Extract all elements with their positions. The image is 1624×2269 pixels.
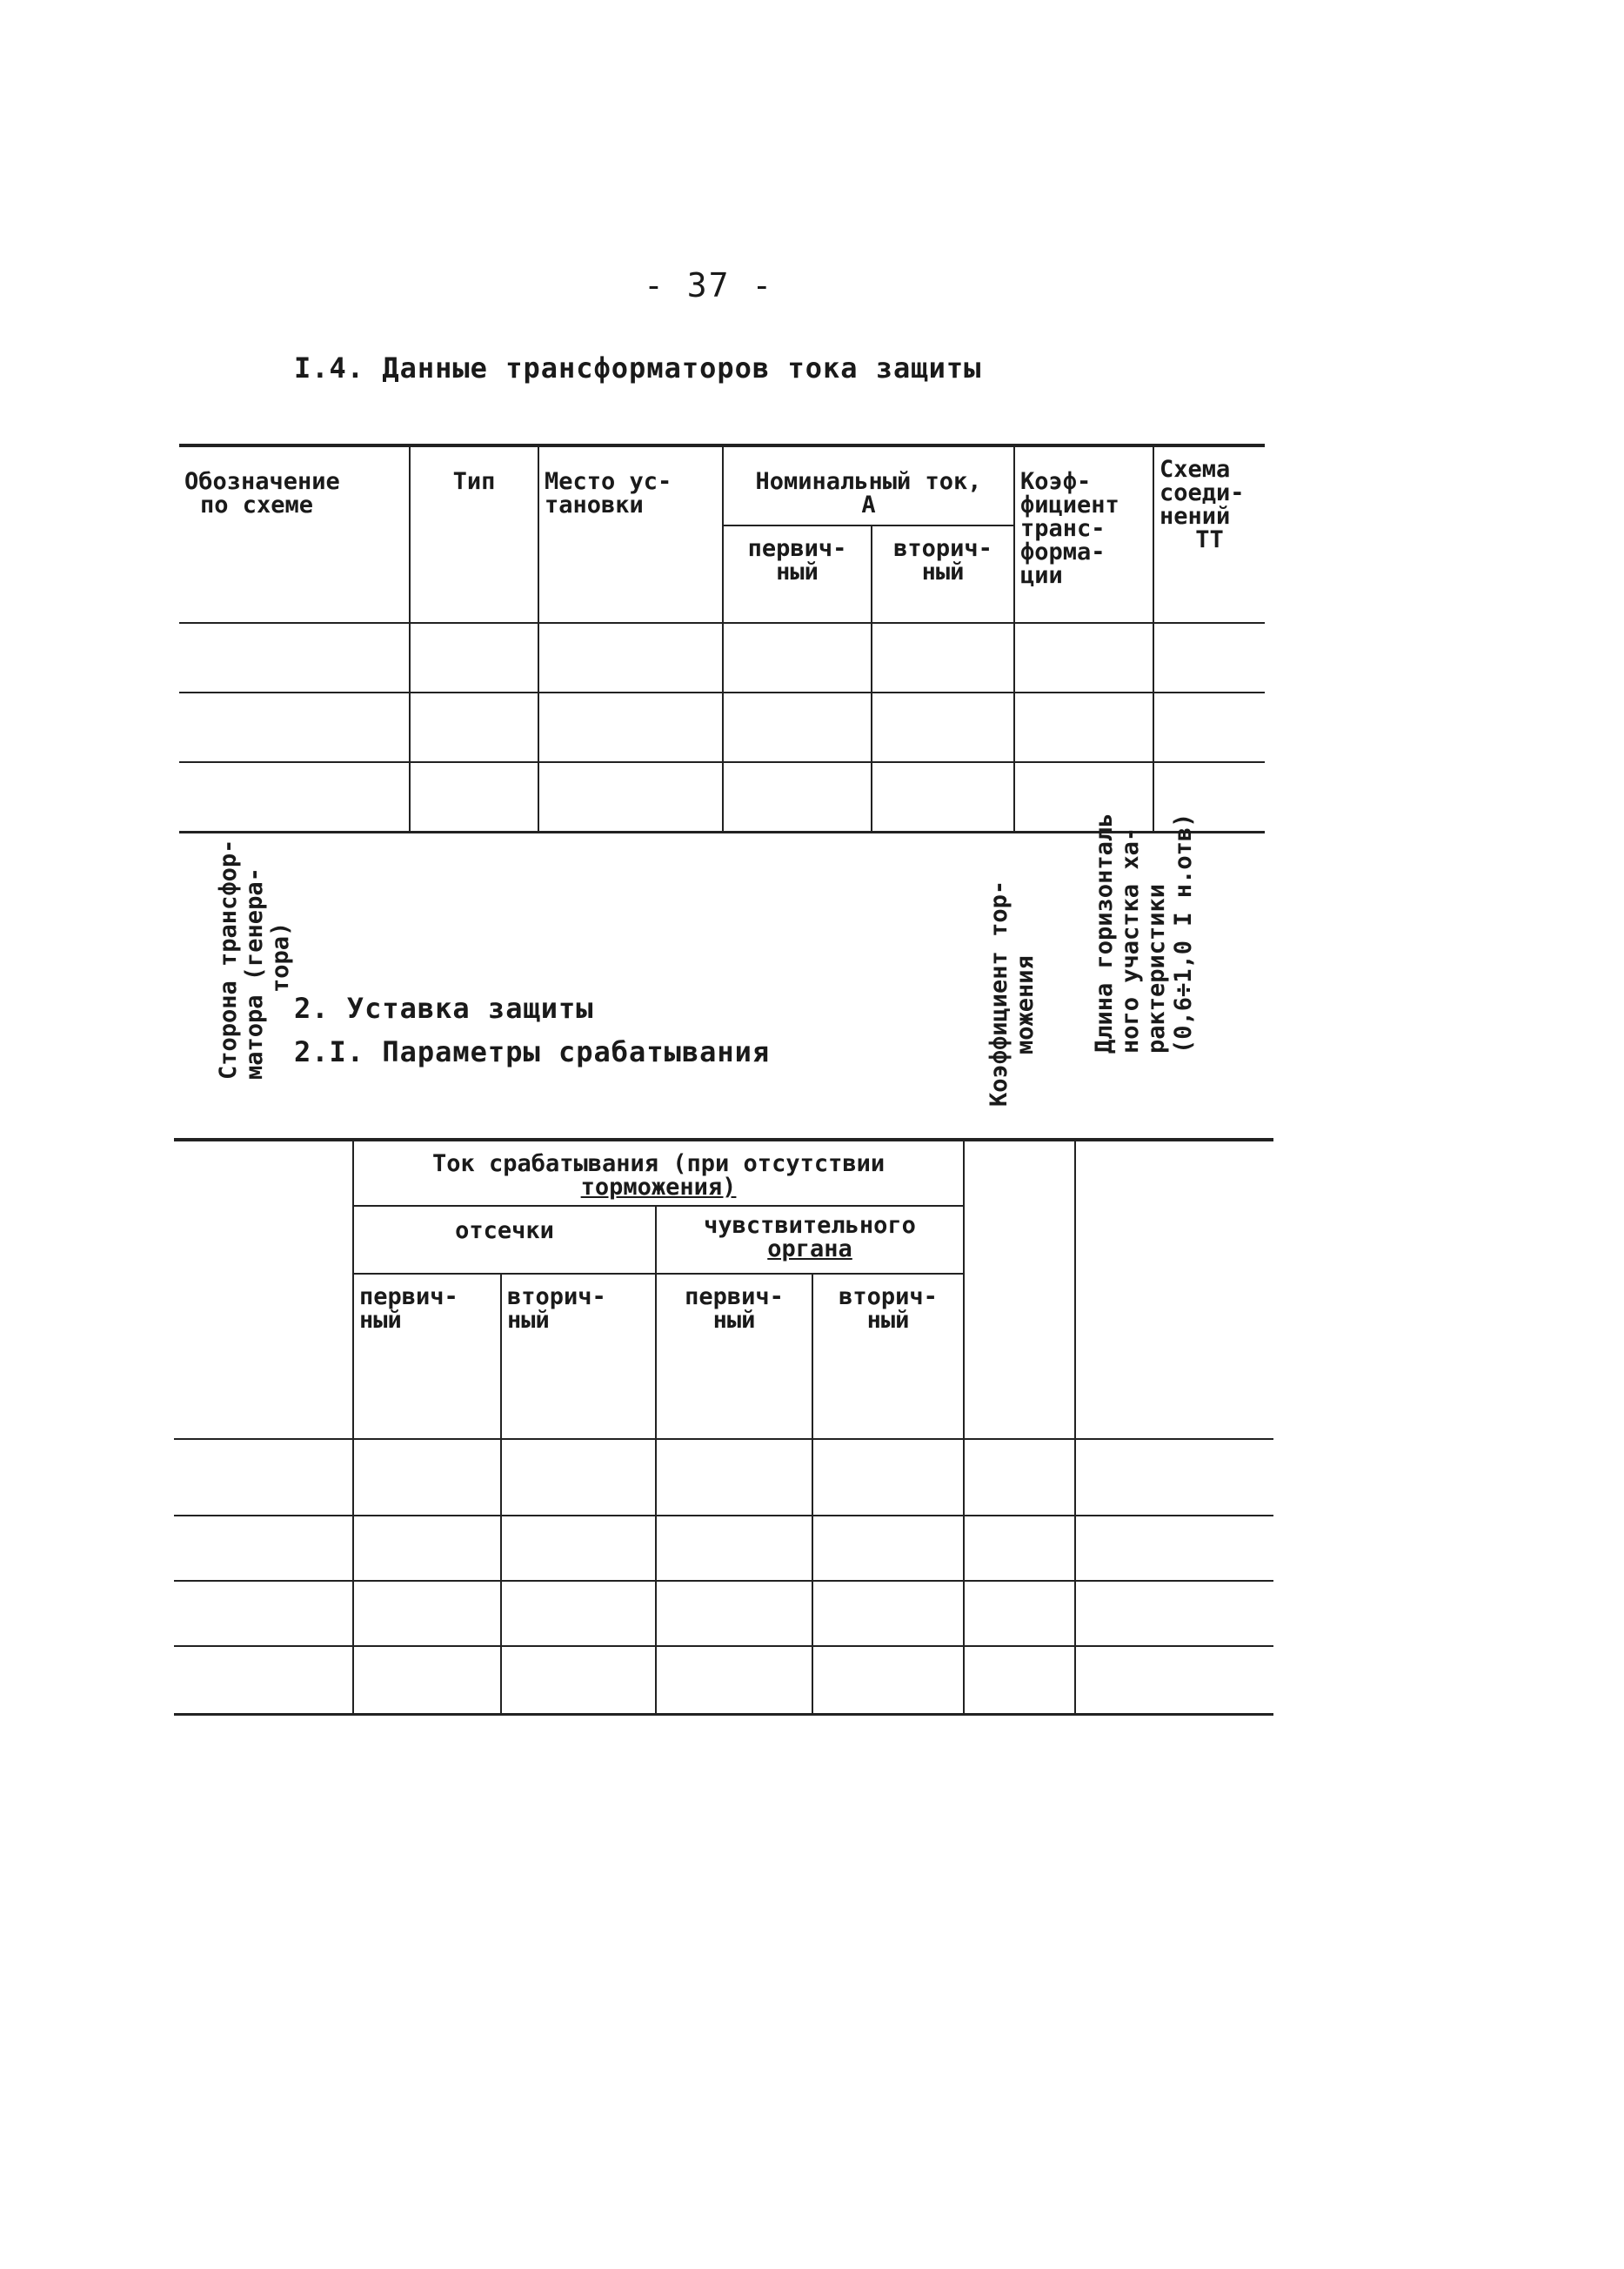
header-connection-scheme: Схема соеди- нений ТТ bbox=[1153, 445, 1265, 623]
table-row bbox=[179, 693, 1265, 762]
header-cutoff: отсечки bbox=[353, 1206, 656, 1274]
ct-data-table bbox=[179, 444, 1265, 833]
table-row bbox=[174, 1646, 1273, 1714]
header-designation: Обозначение по схеме bbox=[179, 445, 410, 623]
section-1-4-title: I.4. Данные трансформаторов тока защиты bbox=[294, 351, 982, 385]
header-nominal-current: Номинальный ток, А bbox=[723, 445, 1014, 525]
section-2-title: 2. Уставка защиты bbox=[294, 992, 594, 1025]
header-sensitive-primary: первич- ный bbox=[656, 1274, 812, 1439]
header-horizontal-length: Длина горизонталь ного участка ха- рактеристики (0,6÷1,0 I н.отв) bbox=[1075, 1140, 1273, 1439]
page-number: - 37 - bbox=[644, 266, 774, 305]
header-sensitive-element: чувствительного органа bbox=[656, 1206, 964, 1274]
table-row bbox=[174, 1516, 1273, 1581]
header-cutoff-secondary: вторич- ный bbox=[501, 1274, 656, 1439]
section-2-1-title: 2.I. Параметры срабатывания bbox=[294, 1035, 771, 1068]
header-location: Место ус- тановки bbox=[538, 445, 723, 623]
header-transformation-ratio: Коэф- фициент транс- форма- ции bbox=[1014, 445, 1153, 623]
header-braking-coefficient: Коэффициент тор- можения bbox=[964, 1140, 1075, 1439]
header-secondary: вторич- ный bbox=[872, 525, 1014, 623]
header-cutoff-primary: первич- ный bbox=[353, 1274, 501, 1439]
header-primary: первич- ный bbox=[723, 525, 872, 623]
table-row bbox=[174, 1439, 1273, 1516]
table-row bbox=[174, 1581, 1273, 1646]
header-sensitive-secondary: вторич- ный bbox=[812, 1274, 964, 1439]
header-trip-current: Ток срабатывания (при отсутствии торможения) bbox=[353, 1140, 964, 1206]
header-type: Тип bbox=[410, 445, 538, 623]
table-row bbox=[179, 623, 1265, 693]
header-transformer-side: Сторона трансфор- матора (генера- тора) bbox=[174, 1140, 353, 1439]
